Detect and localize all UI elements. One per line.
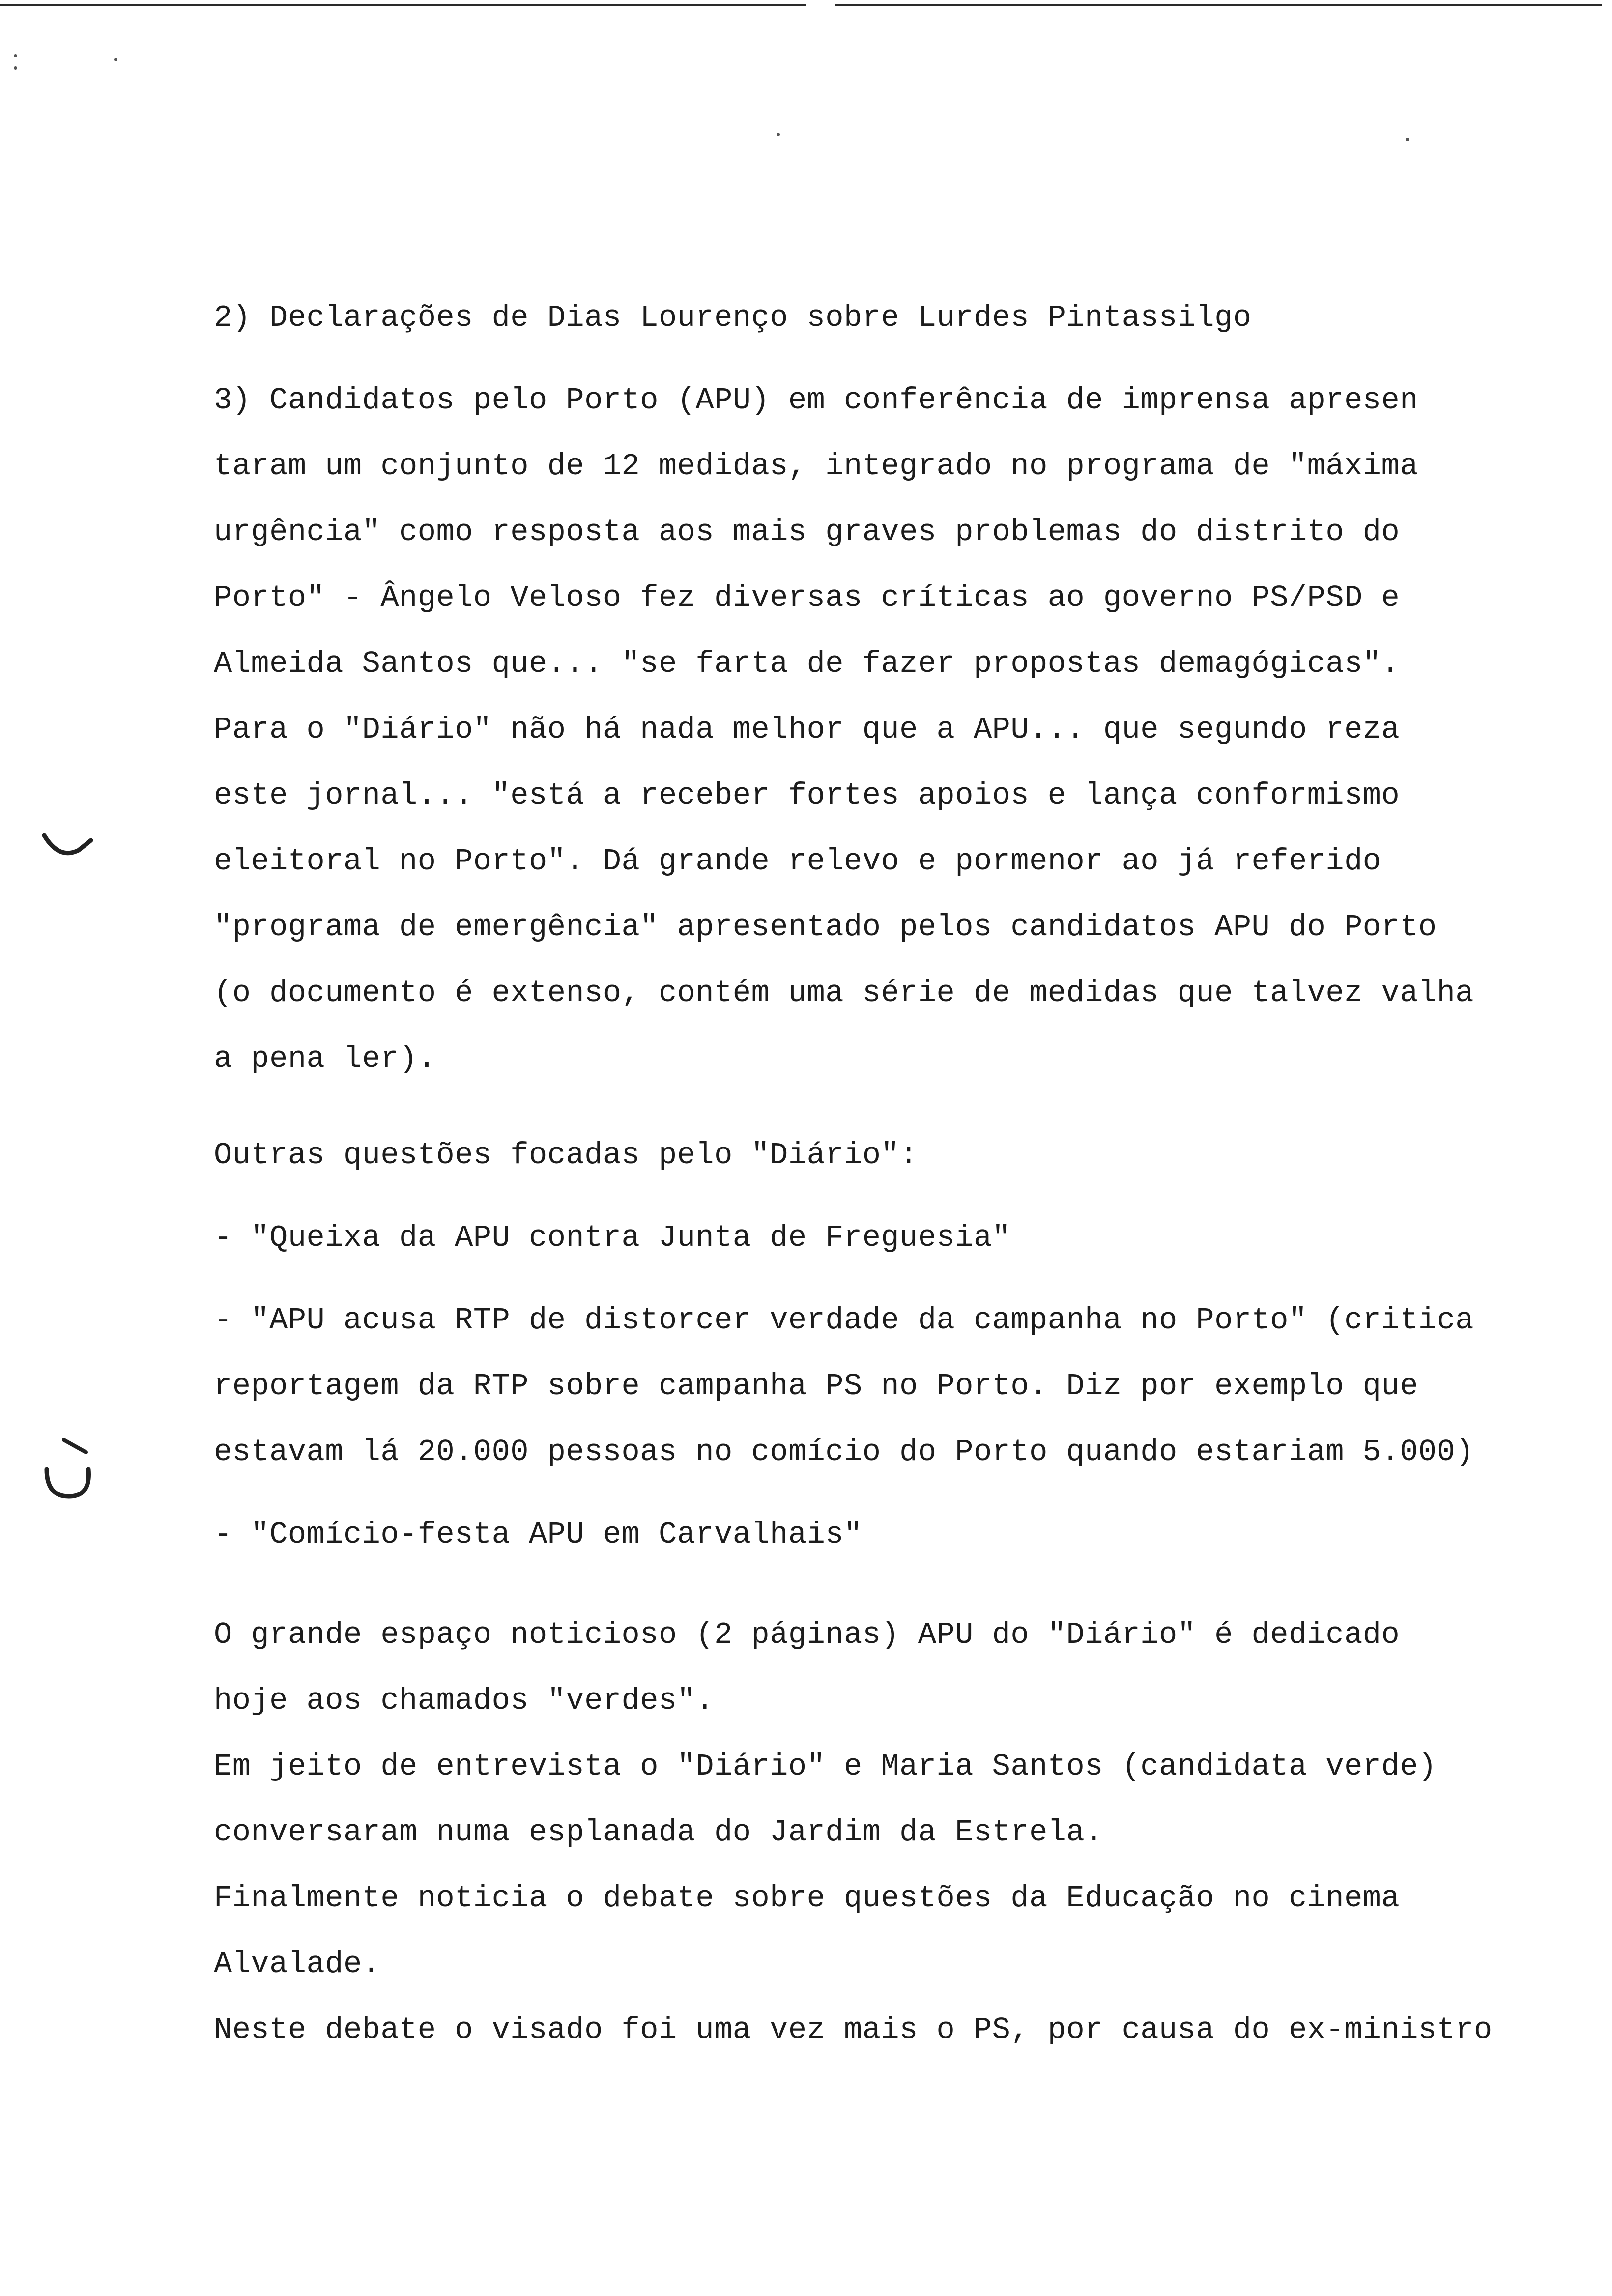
item-3-line: taram um conjunto de 12 medidas, integrado no programa de "máxima	[214, 449, 1418, 484]
binding-hole-mark-icon	[42, 1435, 96, 1504]
bullet-item-line: - "APU acusa RTP de distorcer verdade da campanha no Porto" (critica	[214, 1303, 1474, 1338]
scan-speck	[14, 66, 17, 70]
item-3-line: a pena ler).	[214, 1041, 436, 1076]
binding-hole-mark-icon	[39, 831, 98, 865]
item-3-line: "programa de emergência" apresentado pelos candidatos APU do Porto	[214, 910, 1437, 945]
closing-line: Neste debate o visado foi uma vez mais o PS, por causa do ex-ministro	[214, 2012, 1493, 2047]
item-3-line: eleitoral no Porto". Dá grande relevo e pormenor ao já referido	[214, 844, 1382, 879]
scan-speck	[1406, 138, 1409, 141]
bullet-item-paragraph	[214, 1288, 1590, 1485]
scan-speck	[14, 54, 17, 57]
document-body	[214, 285, 1590, 2063]
bullet-item: - "Queixa da APU contra Junta de Freguesia"	[214, 1220, 1011, 1255]
item-3-line: (o documento é extenso, contém uma série de medidas que talvez valha	[214, 976, 1474, 1010]
item-2-line: 2) Declarações de Dias Lourenço sobre Lurdes Pintassilgo	[214, 300, 1252, 335]
item-3-line: Porto" - Ângelo Veloso fez diversas críticas ao governo PS/PSD e	[214, 580, 1400, 615]
top-border-rule	[0, 4, 806, 6]
closing-line: O grande espaço noticioso (2 páginas) APU do "Diário" é dedicado	[214, 1617, 1400, 1652]
closing-line: hoje aos chamados "verdes".	[214, 1683, 715, 1718]
other-issues-heading: Outras questões focadas pelo "Diário":	[214, 1138, 918, 1173]
closing-line: Finalmente noticia o debate sobre questões da Educação no cinema	[214, 1881, 1400, 1916]
item-3-paragraph	[214, 368, 1590, 1092]
bullet-item: - "Comício-festa APU em Carvalhais"	[214, 1517, 863, 1552]
closing-line: conversaram numa esplanada do Jardim da Estrela.	[214, 1815, 1103, 1850]
item-3-line: Para o "Diário" não há nada melhor que a APU... que segundo reza	[214, 712, 1400, 747]
item-3-line: 3) Candidatos pelo Porto (APU) em conferência de imprensa apresen	[214, 383, 1418, 418]
scan-speck	[777, 133, 780, 136]
item-3-line: Almeida Santos que... "se farta de fazer propostas demagógicas".	[214, 646, 1400, 681]
closing-paragraph	[214, 1602, 1590, 2063]
bullet-item-line: estavam lá 20.000 pessoas no comício do Porto quando estariam 5.000)	[214, 1435, 1474, 1469]
scan-speck	[114, 58, 117, 61]
closing-line: Alvalade.	[214, 1947, 381, 1981]
item-3-line: este jornal... "está a receber fortes apoios e lança conformismo	[214, 778, 1400, 813]
bullet-item-line: reportagem da RTP sobre campanha PS no Porto. Diz por exemplo que	[214, 1369, 1418, 1404]
top-border-rule-right	[835, 4, 1602, 6]
closing-line: Em jeito de entrevista o "Diário" e Maria Santos (candidata verde)	[214, 1749, 1437, 1784]
item-3-line: urgência" como resposta aos mais graves problemas do distrito do	[214, 515, 1400, 549]
